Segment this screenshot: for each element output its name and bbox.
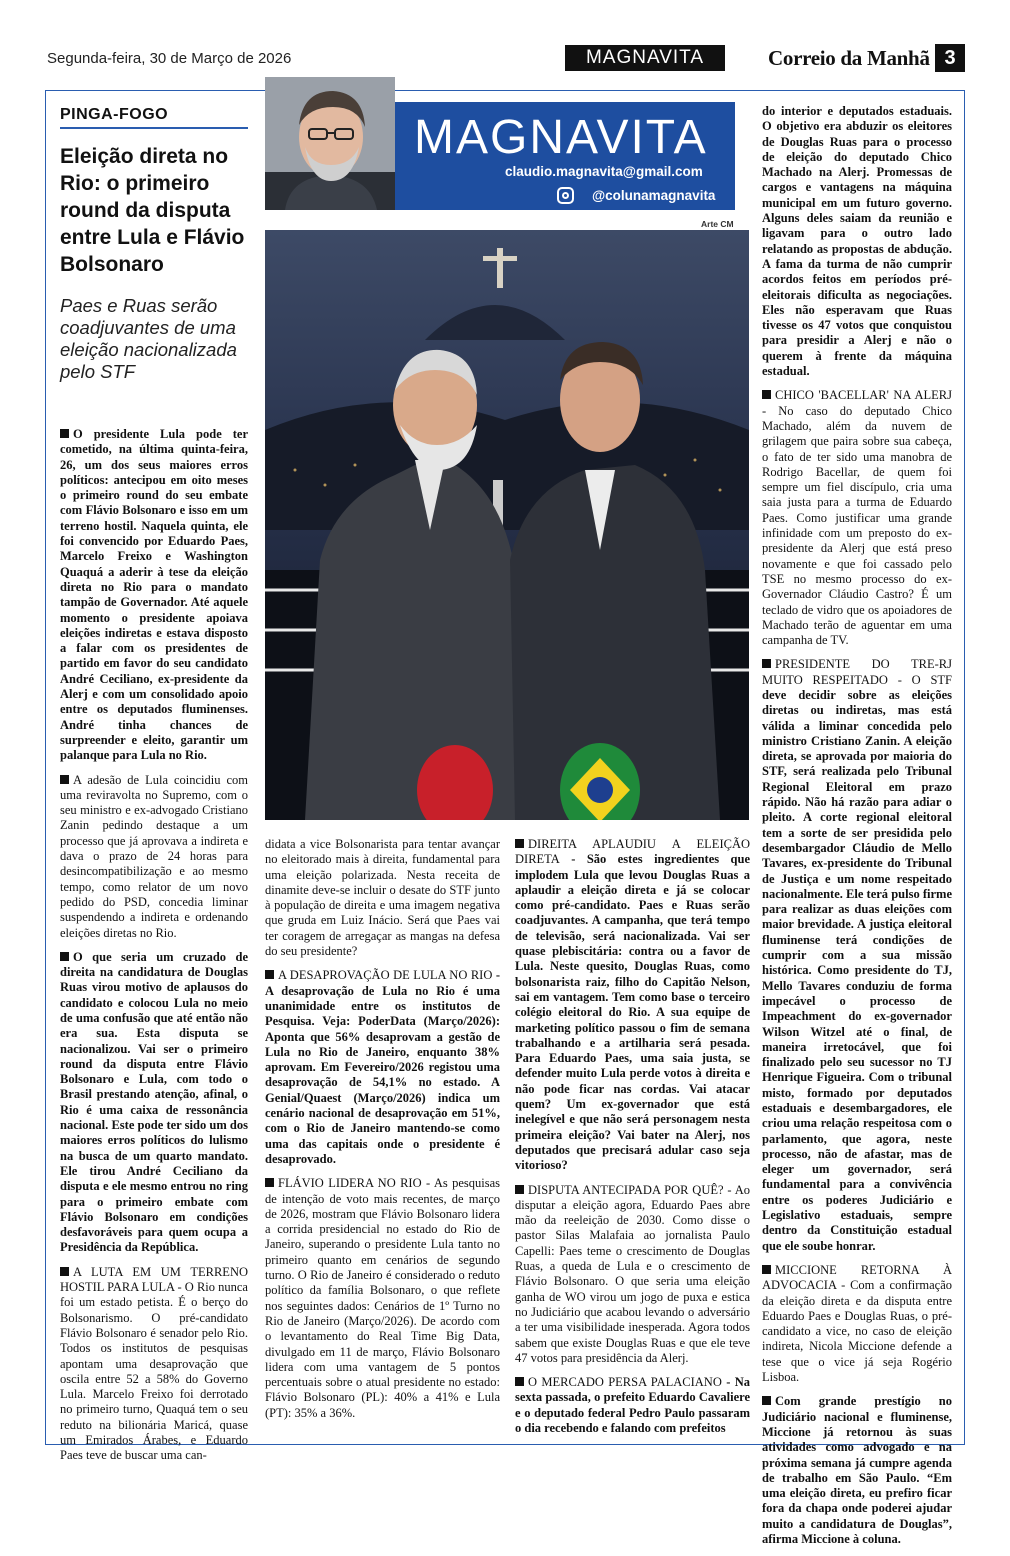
paragraph-body: O que seria um cruzado de direita na candidatura de Douglas Ruas virou motivo de aplausos do candidato e colocou Lula no meio de uma confusão que até então não era sua. Esta disputa se nacionalizou. Vai ser o primeiro round da disputa entre Flávio Bolsonaro e Lula, com todo o Brasil prestando atenção, afinal, o Rio é uma caixa de ressonância nacional. Este pode ter sido um dos maiores erros políticos do lulismo na busca de um quarto mandato. Ele tirou André Ceciliano da disputa e ele mesmo entrou no ring para o primeiro embate com Flávio Bolsonaro em condições desfavoráveis para quem ocupa a Presidência da República. — [60, 949, 248, 1255]
paragraph-body: - O Rio nunca foi um estado petista. É o berço do Bolsonarismo. O pré-candidato Flávio Bolsonaro é senador pelo Rio. Todos os institutos de pesquisas apontam uma desaprovação que oscila entre 52 a 58% do Governo Lula. Marcelo Freixo foi derrotado no primeiro turno, Quaquá tem o seu reduto na bilionária Maricá, quase um Emirados Árabes, e Eduardo Paes teve de buscar uma can- — [60, 1280, 248, 1463]
article-paragraph — [762, 104, 952, 379]
banner-title: MAGNAVITA — [414, 111, 708, 164]
article-column-4 — [762, 104, 952, 1556]
paragraph-bullet-icon — [265, 970, 274, 979]
paragraph-lead: FLÁVIO LIDERA NO RIO — [278, 1176, 422, 1191]
article-paragraph — [265, 1176, 500, 1421]
banner-instagram: @colunamagnavita — [592, 188, 716, 203]
columnist-portrait — [265, 77, 395, 210]
paragraph-bullet-icon — [762, 659, 771, 668]
headline: Eleição direta no Rio: o primeiro round da disputa entre Lula e Flávio Bolsonaro — [60, 145, 245, 276]
paragraph-bullet-icon — [60, 775, 69, 784]
column-tag: MAGNAVITA — [565, 45, 725, 71]
paragraph-lead: A LUTA EM UM TERRENO HOSTIL PARA LULA — [60, 1264, 248, 1295]
instagram-icon — [557, 187, 574, 204]
paragraph-bullet-icon — [515, 839, 524, 848]
paragraph-body: do interior e deputados estaduais. O objetivo era abduzir os eleitores de Douglas Ruas para o processo de eleição do deputado Chico Machado na Alerj. Promessas de cargos e vantagens na máquina municipal em um futuro governo. Alguns deles saiam da reunião e ligavam para o outro lado relatando as propostas de abdução. A fama da turma de não cumprir acordos feitos em períodos pré-eleitorais dificulta as negociações. Eles não esperavam que Ruas tivesse os 47 votos que conquistou para presidir a Alerj e não o querem à frente da máquina estadual. — [762, 104, 952, 379]
article-paragraph — [60, 950, 248, 1256]
article-paragraph — [265, 837, 500, 959]
paragraph-bullet-icon — [515, 1185, 524, 1194]
paragraph-bullet-icon — [60, 429, 69, 438]
lead-photo — [265, 230, 749, 820]
banner-email: claudio.magnavita@gmail.com — [505, 164, 703, 179]
paragraph-bullet-icon — [762, 1396, 771, 1405]
paragraph-lead: MICCIONE RETORNA À ADVOCACIA — [762, 1262, 952, 1293]
newspaper-name: Correio da Manhã — [768, 46, 930, 70]
paragraph-bullet-icon — [762, 1265, 771, 1274]
paragraph-bullet-icon — [60, 952, 69, 961]
paragraph-bullet-icon — [60, 1267, 69, 1276]
article-paragraph — [515, 1183, 750, 1367]
paragraph-body: O presidente Lula pode ter cometido, na última quinta-feira, 26, um dos seus maiores erros políticos: antecipou em oito meses o primeiro round do seu embate com Flávio Bolsonaro e isso em um terreno hostil. Naquela quinta, ele foi convencido por Eduardo Paes, Marcelo Freixo e Washington Quaquá a aderir à tese da eleição direta no Rio para o mandato tampão de Governador. Até aquele momento o presidente apoiava eleições indiretas e estava disposto a falar com os presidentes de partido em favor do seu candidato André Ceciliano, ex-presidente da Alerj e com um consolidado apoio entre os deputados fluminenses. André tinha chances de surpreender e eleito, garantir um palanque para Lula no Rio. — [60, 427, 248, 763]
article-paragraph — [60, 773, 248, 941]
paragraph-body: A adesão de Lula coincidiu com uma reviravolta no Supremo, com o seu ministro e ex-advogado Cristiano Zanin pedindo destaque a um processo que já aprovava a indireta e dava o prazo de 24 horas para desincompatibilização e ao mesmo tempo, como relator de um novo pedido do PSD, concedia liminar suspendendo a indireta e ordenando eleições diretas no Rio. — [60, 772, 248, 940]
paragraph-body: - São estes ingredientes que implodem Lula que levou Douglas Ruas a aplaudir a eleição direta e já se colocar como pré-candidato. Paes e Ruas serão coadjuvantes. A campanha, que terá tempo de televisão, será nacionalizada. Vai ser quase plebiscitária: contra ou a favor de Lula. Neste quesito, Douglas Ruas, como bolsonarista raiz, filho do Capitão Nelson, sai em vantagem. Tem como base o terceiro colégio eleitoral do Rio. A sua equipe de marketing político passou o fim de semana trabalhando e a artilharia será pesada. Para Eduardo Paes, uma saia justa, se defender muito Lula perde votos à direita e não pode ficar nas cordas. Vai atacar quem? Um ex-governador que está inelegível e que não será personagem nesta primeira eleição? Vai bater na Alerj, nos deputados que precisará adular caso seja vitorioso? — [515, 852, 750, 1173]
paragraph-body: didata a vice Bolsonarista para tentar avançar no eleitorado mais à direita, fundamental para uma eleição polarizada. Nesta receita de dinamite deve-se incluir o desate do STF junto à população de direita e uma imagem negativa que gruda em Luiz Inácio. Será que Paes vai ter coragem de arregaçar as mangas na defesa do seu presidente? — [265, 837, 500, 959]
article-paragraph — [762, 1263, 952, 1385]
article-paragraph — [265, 968, 500, 1167]
paragraph-body: - Na sexta passada, o prefeito Eduardo Cavaliere e o deputado federal Pedro Paulo passaram o dia recebendo e falando com prefeitos — [515, 1375, 750, 1435]
paragraph-lead: O MERCADO PERSA PALACIANO — [528, 1375, 722, 1390]
paragraph-lead: DISPUTA ANTECIPADA POR QUÊ? — [528, 1182, 724, 1197]
boxing-ring-illustration — [265, 230, 749, 820]
paragraph-lead: A DESAPROVAÇÃO DE LULA NO RIO — [278, 968, 493, 983]
article-paragraph — [515, 837, 750, 1174]
article-paragraph — [515, 1375, 750, 1436]
paragraph-bullet-icon — [515, 1377, 524, 1386]
article-paragraph — [60, 427, 248, 764]
article-column-2 — [265, 837, 500, 1430]
issue-date: Segunda-feira, 30 de Março de 2026 — [47, 50, 292, 67]
paragraph-body: - A desaprovação de Lula no Rio é uma unanimidade entre os institutos de Pesquisa. Veja: PoderData (Março/2026): Aponta que 56% desaprovam a gestão de Lula no Rio de Janeiro, enquanto 38% aprovam. Em Fevereiro/2026 registou uma desaprovação de 54,1% no estado. A Genial/Quaest (Março/2026) indica um cenário nacional de desaprovação em 51%, com o Rio de Janeiro mantendo-se como uma das capitais onde o presidente é desaprovado. — [265, 968, 500, 1166]
article-paragraph — [762, 657, 952, 1254]
paragraph-lead: PRESIDENTE DO TRE-RJ MUITO RESPEITADO - O STF — [762, 657, 952, 687]
article-paragraph — [60, 1265, 248, 1464]
paragraph-bullet-icon — [265, 1178, 274, 1187]
section-tag: PINGA-FOGO — [60, 106, 248, 129]
paragraph-lead: CHICO 'BACELLAR' NA ALERJ — [775, 388, 952, 403]
article-paragraph — [762, 1394, 952, 1547]
paragraph-body: deve decidir sobre as eleições diretas ou indiretas, mas está válida a liminar concedida pelo ministro Cristiano Zanin. A eleição direta, se aprovada por maioria do STF, será realizada pelo Tribunal Regional Eleitoral em prazo rápido. Não há razão para adiar o pleito. A corte regional eleitoral tem a sorte de ser presidida pelo desembargador Cláudio de Mello Tavares, ex-presidente do Tribunal de Justiça e um nome respeitado nacionalmente. Ele terá pulso firme para realizar as duas eleições com maior brevidade. A justiça eleitoral fluminense terá condições de cumprir com a sua missão histórica. Como presidente do TJ, Mello Tavares conduziu de forma impecável o processo de Impeachment do ex-governador Wilson Witzel até o final, de maneira irretocável, que foi finalizado pelo seu sucessor no TJ Henrique Figueira. Com o tribunal misto, formado por deputados estaduais e desembargadores, ele criou uma relação respeitosa com o parlamento, que agora, neste processo, não de afastar, mas de eleger um governador, será fundamental para a convivência entre os poderes Judiciário e Legislativo estaduais, sempre dentro da Constituição estadual que ele soube honrar. — [762, 687, 952, 1253]
photo-credit: Arte CM — [701, 219, 734, 229]
article-paragraph — [762, 388, 952, 648]
paragraph-body: - Ao disputar a eleição agora, Eduardo Paes abre mão da reeleição de 2030. Como disse o pastor Silas Malafaia ao jornalista Paulo Capelli: Paes teme o crescimento de Douglas Ruas, a queda de Lula e o crescimento de Flávio Bolsonaro. O que seria uma eleição ganha de WO virou um jogo de puxa e estica no Judiciário que acabou levando o adversário a ter uma visibilidade inesperada. Agora todos sabem que existe Douglas Ruas e que ele teve 47 votos para presidência da Alerj. — [515, 1182, 751, 1365]
paragraph-body: - As pesquisas de intenção de voto mais recentes, de março de 2026, mostram que Flávio Bolsonaro lidera a corrida presidencial no estado do Rio de Janeiro, superando o presidente Lula tanto no primeiro quanto em cenários de segundo turno. O Rio de Janeiro é considerado o reduto político da família Bolsonaro, o que reflete nos seguintes dados: Cenários de 1º Turno no Rio de Janeiro (Março/2026). De acordo com o levantamento do Real Time Big Data, divulgado em 11 de março, Flávio Bolsonaro lidera com uma vantagem de 5 pontos percentuais sobre o atual presidente no estado: Flávio Bolsonaro (PL): 40% a 41% e Lula (PT): 35% a 36%. — [265, 1176, 500, 1420]
article-column-1 — [60, 427, 248, 1473]
paragraph-body: Com grande prestígio no Judiciário nacional e fluminense, Miccione já retornou às suas atividades como advogado e na próxima semana já cumpre agenda de trabalho em São Paulo. “Em uma eleição direta, eu prefiro ficar fora da chapa onde poderei ajudar muito a candidatura de Douglas”, afirma Miccione à coluna. — [762, 1394, 952, 1547]
subheadline: Paes e Ruas serão coadjuvantes de uma eleição nacionalizada pelo STF — [60, 295, 237, 382]
paragraph-body: - Com a confirmação da eleição direta e da disputa entre Eduardo Paes e Douglas Ruas, o pré-candidato a vice, no caso de eleição indireta, Nicola Miccione defende a tese que o vice já seja Rogério Lisboa. — [762, 1278, 952, 1385]
article-column-3 — [515, 837, 750, 1445]
paragraph-bullet-icon — [762, 390, 771, 399]
paragraph-lead: DIREITA APLAUDIU A ELEIÇÃO DIRETA — [515, 837, 750, 867]
paragraph-body: - No caso do deputado Chico Machado, além da nuvem de grilagem que paira sobre sua cabeça, o fato de ter sido uma manobra de Rodrigo Bacellar, de quem foi sempre um fiel discípulo, cria uma saia justa para a turma de Eduardo Paes. Como justificar uma grande infinidade com um preposto do ex-presidente da Alerj que está preso novamente e que foi cassado pelo TSE no mesmo processo do ex-Governador Cláudio Castro? É um teclado de vidro que os apoiadores de Machado terão de aguentar em uma campanha de TV. — [762, 403, 952, 648]
portrait-illustration — [265, 77, 395, 210]
page-number: 3 — [935, 44, 965, 72]
